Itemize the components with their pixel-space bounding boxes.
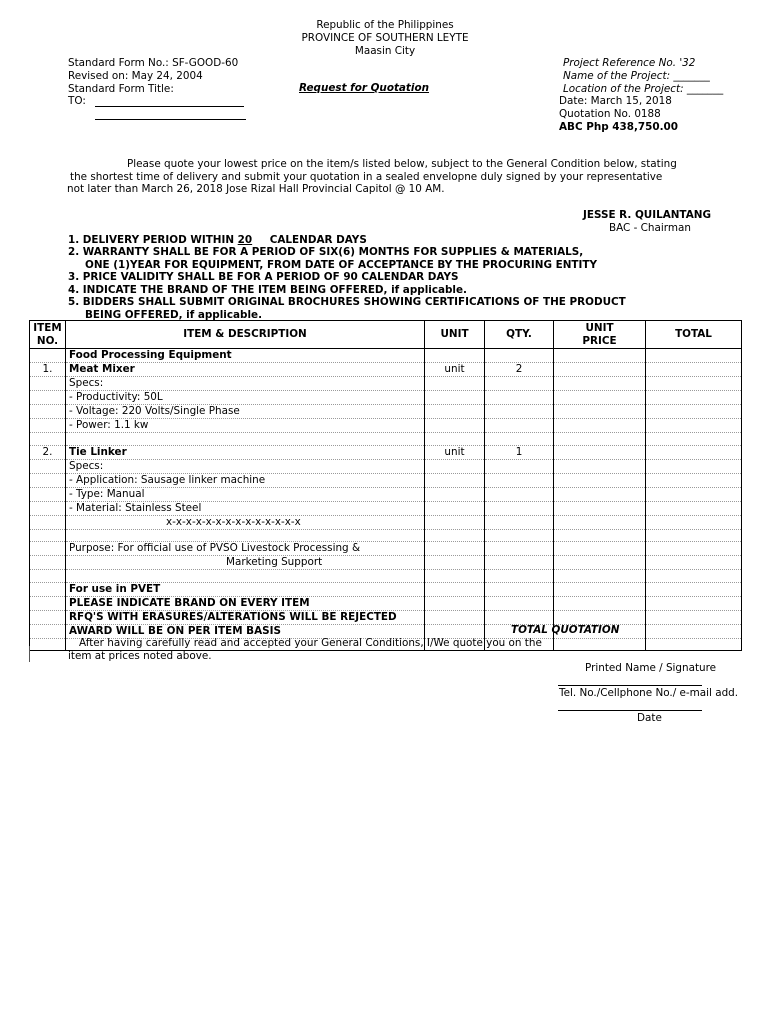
table-row (30, 377, 742, 391)
item-2-name: Tie Linker (66, 445, 425, 459)
table-row (30, 445, 742, 459)
project-location: Location of the Project: _______ (563, 83, 724, 95)
contact-label: Tel. No./Cellphone No./ e-mail add. (559, 687, 739, 699)
item-1-unit: unit (425, 363, 485, 377)
end-of-items-line: x-x-x-x-x-x-x-x-x-x-x-x-x-x (66, 515, 425, 529)
table-header-row (30, 321, 742, 349)
table-row (30, 570, 742, 583)
table-row (30, 473, 742, 487)
form-title: Request for Quotation (299, 82, 429, 94)
item-1-no: 1. (30, 363, 66, 377)
item-2-specs-label: Specs: (66, 459, 425, 473)
item-2-spec-3: - Material: Stainless Steel (66, 501, 425, 515)
item-1-name: Meat Mixer (66, 363, 425, 377)
quotation-no: Quotation No. 0188 (559, 108, 661, 120)
chairman-title: BAC - Chairman (609, 222, 691, 234)
table-row (30, 433, 742, 446)
item-1-spec-1: - Productivity: 50L (66, 391, 425, 405)
item-1-specs-label: Specs: (66, 377, 425, 391)
condition-2a: 2. WARRANTY SHALL BE FOR A PERIOD OF SIX(6) MONTHS FOR SUPPLIES & MATERIALS, (68, 246, 584, 258)
item-2-unit-price[interactable] (554, 445, 646, 459)
category-label: Food Processing Equipment (66, 349, 425, 363)
standard-form-title: Standard Form Title: (68, 83, 174, 95)
total-quotation-label: TOTAL QUOTATION (511, 624, 620, 636)
note-award: AWARD WILL BE ON PER ITEM BASIS (66, 624, 425, 638)
purpose-line-1: Purpose: For official use of PVSO Livestock Processing & (66, 542, 425, 556)
to-label: TO: (68, 95, 86, 107)
condition-1-pre: 1. DELIVERY PERIOD WITHIN (68, 234, 238, 246)
table-row (30, 391, 742, 405)
condition-5b: BEING OFFERED, if applicable. (85, 309, 263, 321)
table-row (30, 610, 742, 624)
printed-name-label: Printed Name / Signature (585, 662, 717, 674)
item-1-qty: 2 (485, 363, 554, 377)
item-2-spec-2: - Type: Manual (66, 487, 425, 501)
condition-5a: 5. BIDDERS SHALL SUBMIT ORIGINAL BROCHURES SHOWING CERTIFICATIONS OF THE PRODUCT (68, 296, 626, 308)
project-reference: Project Reference No. '32 (563, 57, 696, 69)
table-row (30, 459, 742, 473)
item-2-unit: unit (425, 445, 485, 459)
item-2-total[interactable] (646, 445, 742, 459)
intro-line-2: the shortest time of delivery and submit your quotation in a sealed envelopne duly signed by your representative (70, 171, 663, 183)
margin-mark (29, 646, 30, 662)
to-line-2 (95, 119, 246, 120)
date-label: Date (637, 712, 662, 724)
condition-2b: ONE (1)YEAR FOR EQUIPMENT, FROM DATE OF ACCEPTANCE BY THE PROCURING ENTITY (85, 259, 597, 271)
col-unit-price: UNIT PRICE (554, 321, 646, 349)
date-line (558, 710, 702, 711)
delivery-days: 20 (237, 234, 253, 246)
table-row (30, 501, 742, 515)
purpose-line-2: Marketing Support (66, 556, 425, 570)
table-row (30, 542, 742, 556)
item-1-spec-2: - Voltage: 220 Volts/Single Phase (66, 405, 425, 419)
col-qty: QTY. (485, 321, 554, 349)
table-row (30, 405, 742, 419)
signature-line (558, 685, 702, 686)
acceptance-line-1: After having carefully read and accepted your General Conditions, I/We quote you on the (79, 637, 542, 649)
table-row (30, 515, 742, 529)
header-province: PROVINCE OF SOUTHERN LEYTE (301, 32, 469, 44)
chairman-name: JESSE R. QUILANTANG (583, 209, 711, 221)
note-erasures: RFQ'S WITH ERASURES/ALTERATIONS WILL BE REJECTED (66, 610, 425, 624)
table-row (30, 596, 742, 610)
table-row (30, 349, 742, 363)
item-1-spec-3: - Power: 1.1 kw (66, 419, 425, 433)
intro-line-1: Please quote your lowest price on the item/s listed below, subject to the General Condition below, stating (127, 158, 677, 170)
col-item-no: ITEM NO. (30, 321, 66, 349)
standard-form-no: Standard Form No.: SF-GOOD-60 (68, 57, 239, 69)
item-2-no: 2. (30, 445, 66, 459)
header-republic: Republic of the Philippines (316, 19, 454, 31)
header-city: Maasin City (354, 45, 416, 57)
item-1-unit-price[interactable] (554, 363, 646, 377)
acceptance-line-2: item at prices noted above. (68, 650, 212, 662)
note-pvet: For use in PVET (66, 582, 425, 596)
col-total: TOTAL (646, 321, 742, 349)
item-2-qty: 1 (485, 445, 554, 459)
condition-3: 3. PRICE VALIDITY SHALL BE FOR A PERIOD OF 90 CALENDAR DAYS (68, 271, 459, 283)
table-row (30, 556, 742, 570)
to-line-1 (95, 106, 244, 107)
table-row (30, 582, 742, 596)
quotation-table (29, 320, 742, 651)
table-row (30, 487, 742, 501)
table-row (30, 529, 742, 542)
table-row (30, 363, 742, 377)
condition-1-post: CALENDAR DAYS (266, 234, 367, 246)
item-1-total[interactable] (646, 363, 742, 377)
table-row (30, 419, 742, 433)
col-unit: UNIT (425, 321, 485, 349)
intro-line-3: not later than March 26, 2018 Jose Rizal Hall Provincial Capitol @ 10 AM. (67, 183, 445, 195)
revised-on: Revised on: May 24, 2004 (68, 70, 203, 82)
abc-amount: ABC Php 438,750.00 (559, 121, 679, 133)
rfq-date: Date: March 15, 2018 (559, 95, 672, 107)
project-name: Name of the Project: _______ (563, 70, 710, 82)
condition-4: 4. INDICATE THE BRAND OF THE ITEM BEING OFFERED, if applicable. (68, 284, 467, 296)
item-2-spec-1: - Application: Sausage linker machine (66, 473, 425, 487)
col-description: ITEM & DESCRIPTION (66, 321, 425, 349)
note-brand: PLEASE INDICATE BRAND ON EVERY ITEM (66, 596, 425, 610)
